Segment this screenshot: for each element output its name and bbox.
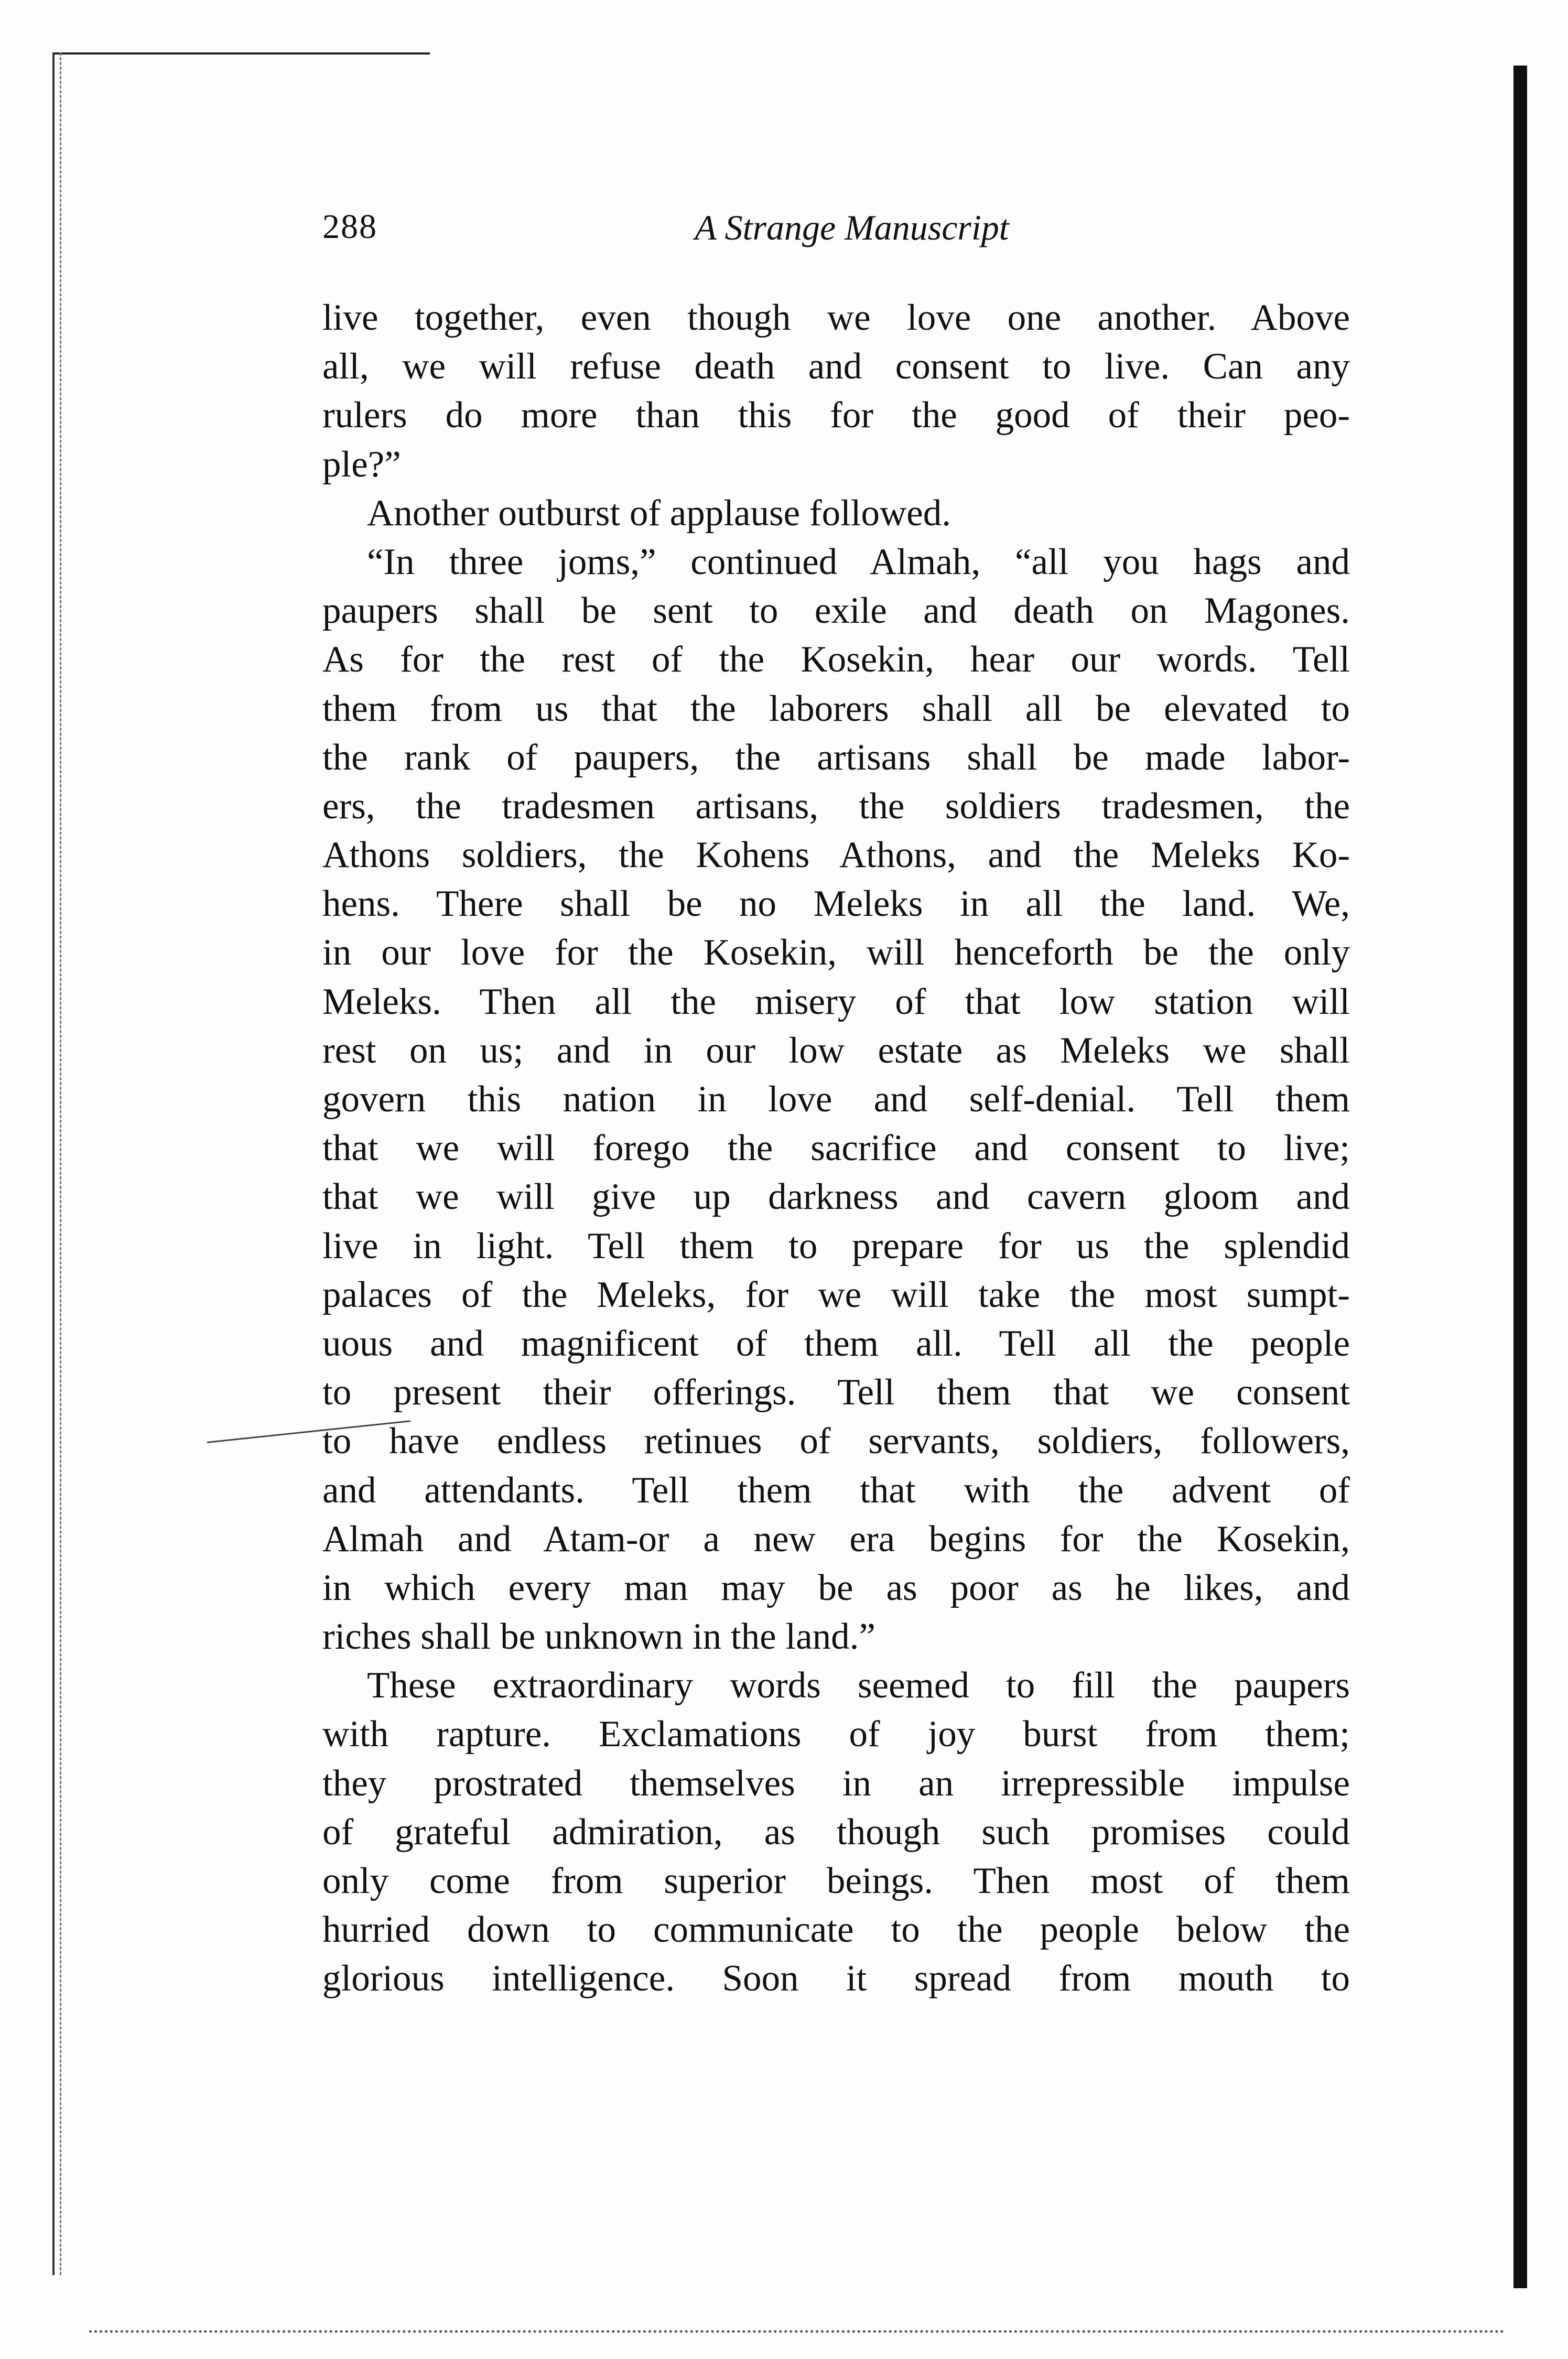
text-line: “In three joms,” continued Almah, “all you hags and xyxy=(367,541,1350,582)
text-line: hurried down to communicate to the people below the xyxy=(322,1909,1350,1951)
text-line: in which every man may be as poor as he likes, and xyxy=(322,1567,1350,1608)
body-text xyxy=(322,294,1350,2004)
text-line: only come from superior beings. Then most of them xyxy=(322,1860,1350,1901)
page-header xyxy=(322,207,1345,254)
text-line: These extraordinary words seemed to fill the paupers xyxy=(367,1665,1350,1706)
scan-right-edge xyxy=(1513,66,1527,2288)
page-number: 288 xyxy=(322,208,377,246)
text-line: rulers do more than this for the good of their peo- xyxy=(322,395,1350,436)
text-line: that we will give up darkness and cavern gloom and xyxy=(322,1176,1350,1218)
text-line: to present their offerings. Tell them that we consent xyxy=(322,1372,1350,1413)
text-line: glorious intelligence. Soon it spread from mouth to xyxy=(322,1958,1350,1999)
text-line: Meleks. Then all the misery of that low station will xyxy=(322,981,1350,1022)
scan-bottom-noise xyxy=(89,2330,1505,2333)
text-line: As for the rest of the Kosekin, hear our words. Tell xyxy=(322,639,1350,680)
text-line: and attendants. Tell them that with the advent of xyxy=(322,1469,1350,1511)
text-line: paupers shall be sent to exile and death on Magones. xyxy=(322,590,1350,632)
text-line: to have endless retinues of servants, soldiers, followers, xyxy=(322,1421,1350,1462)
text-line: that we will forego the sacrifice and consent to live; xyxy=(322,1128,1350,1169)
text-line: Athons soldiers, the Kohens Athons, and the Meleks Ko- xyxy=(322,835,1350,876)
text-line: them from us that the laborers shall all be elevated to xyxy=(322,688,1350,729)
text-line: uous and magnificent of them all. Tell all the people xyxy=(322,1323,1350,1364)
scan-left-edge xyxy=(52,52,61,2275)
text-line: govern this nation in love and self-denial. Tell them xyxy=(322,1079,1350,1120)
text-line: rest on us; and in our low estate as Meleks we shall xyxy=(322,1030,1350,1071)
text-line: in our love for the Kosekin, will henceforth be the only xyxy=(322,932,1350,973)
running-title: A Strange Manuscript xyxy=(695,208,1009,247)
text-line: palaces of the Meleks, for we will take the most sumpt- xyxy=(322,1274,1350,1315)
text-line: with rapture. Exclamations of joy burst from them; xyxy=(322,1714,1350,1755)
text-line: riches shall be unknown in the land.” xyxy=(322,1616,875,1658)
scan-top-edge xyxy=(52,52,430,55)
text-line: ers, the tradesmen artisans, the soldiers tradesmen, the xyxy=(322,785,1350,827)
text-line: all, we will refuse death and consent to live. Can any xyxy=(322,346,1350,387)
text-line: of grateful admiration, as though such promises could xyxy=(322,1811,1350,1853)
text-line: they prostrated themselves in an irrepressible impulse xyxy=(322,1762,1350,1804)
text-line: live in light. Tell them to prepare for us the splendid xyxy=(322,1225,1350,1267)
text-line: Almah and Atam-or a new era begins for the Kosekin, xyxy=(322,1518,1350,1560)
text-line: hens. There shall be no Meleks in all the land. We, xyxy=(322,883,1350,925)
text-line: ple?” xyxy=(322,443,401,485)
text-line: live together, even though we love one another. Above xyxy=(322,297,1350,338)
text-line: Another outburst of applause followed. xyxy=(367,492,951,534)
text-line: the rank of paupers, the artisans shall be made labor- xyxy=(322,737,1350,778)
